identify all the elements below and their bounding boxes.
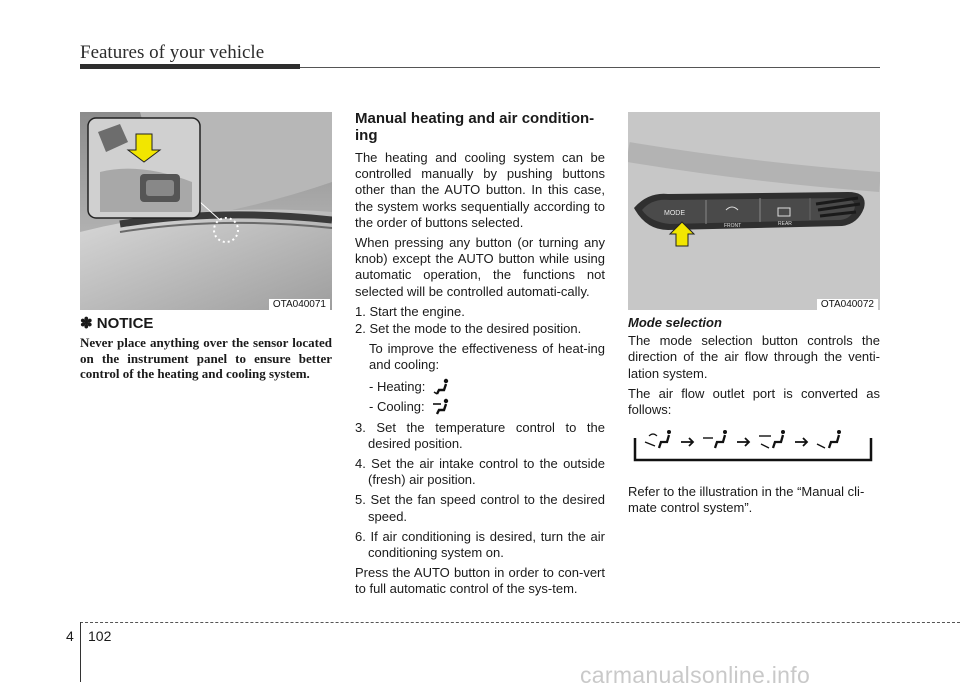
figure-code-label: OTA040071 <box>269 299 330 310</box>
step-item: 1. Start the engine. <box>355 303 465 319</box>
floor-mode-icon <box>431 378 453 396</box>
defrost-floor-mode-icon <box>645 430 671 448</box>
windshield-sensor-illustration <box>80 112 332 310</box>
step-item: 2. Set the mode to the desired position. <box>355 321 582 337</box>
rear-panel-label: REAR <box>778 221 792 227</box>
step-item: 3. Set the temperature control to the desired position. <box>355 419 605 451</box>
mode-section <box>628 315 880 422</box>
mode-button-panel-illustration <box>628 112 880 310</box>
front-panel-label: FRONT <box>724 223 742 229</box>
heating-label: - Heating: <box>369 378 426 394</box>
step-sub-text: To improve the effectiveness of heat-ing and cooling: <box>369 341 605 373</box>
floor-mode-icon <box>703 430 727 448</box>
page-header-title: Features of your vehicle <box>80 42 265 63</box>
mode-reference <box>628 484 880 520</box>
watermark: carmanualsonline.info <box>580 662 811 688</box>
paragraph: The heating and cooling system can be controlled manually by pushing buttons other than the AUTO button. In this case, the system works sequentially according to the order of buttons selected. <box>355 150 605 230</box>
figure-mode-panel <box>628 112 880 310</box>
manual-section <box>355 110 605 602</box>
mode-panel-label: MODE <box>664 210 685 217</box>
paragraph: Refer to the illustration in the “Manual cli-mate control system”. <box>628 484 865 516</box>
notice-block <box>80 316 332 386</box>
figure-code-label: OTA040072 <box>817 299 878 310</box>
header-rule-thin <box>300 67 880 68</box>
figure-windshield-sensor <box>80 112 332 310</box>
cooling-line <box>355 398 605 416</box>
step-item: 5. Set the fan speed control to the desired speed. <box>355 492 605 524</box>
heating-line <box>355 378 605 396</box>
footer-divider <box>80 622 81 682</box>
mode-sequence-illustration <box>633 424 873 464</box>
arrow-icon <box>795 438 807 446</box>
mode-selection-title: Mode selection <box>628 315 722 330</box>
paragraph: The mode selection button controls the direction of the air flow through the venti-lation system. <box>628 333 880 381</box>
paragraph: The air flow outlet port is converted as follows: <box>628 385 880 418</box>
page-number: 102 <box>88 628 112 644</box>
footer-rule <box>80 622 960 623</box>
section-heading: Manual heating and air condition-ing <box>355 110 595 144</box>
bi-level-mode-icon <box>759 430 785 448</box>
arrow-icon <box>737 438 749 446</box>
chapter-number: 4 <box>66 628 74 644</box>
cooling-label: - Cooling: <box>369 398 425 414</box>
arrow-icon <box>681 438 693 446</box>
notice-title: ✽ NOTICE <box>80 315 154 332</box>
step-item: 4. Set the air intake control to the outside (fresh) air position. <box>355 456 605 488</box>
paragraph: When pressing any button (or turning any knob) except the AUTO button while using automatic operation, the functions not selected will be controlled automati-cally. <box>355 235 605 299</box>
header-rule <box>80 64 300 69</box>
notice-body: Never place anything over the sensor located on the instrument panel to ensure better control of the heating and cooling system. <box>80 335 332 382</box>
face-mode-icon <box>817 430 841 448</box>
paragraph: Press the AUTO button in order to con-vert to full automatic control of the sys-tem. <box>355 565 605 597</box>
mode-sequence-diagram <box>633 424 873 464</box>
step-item: 6. If air conditioning is desired, turn the air conditioning system on. <box>355 528 605 561</box>
face-mode-icon <box>431 398 453 416</box>
